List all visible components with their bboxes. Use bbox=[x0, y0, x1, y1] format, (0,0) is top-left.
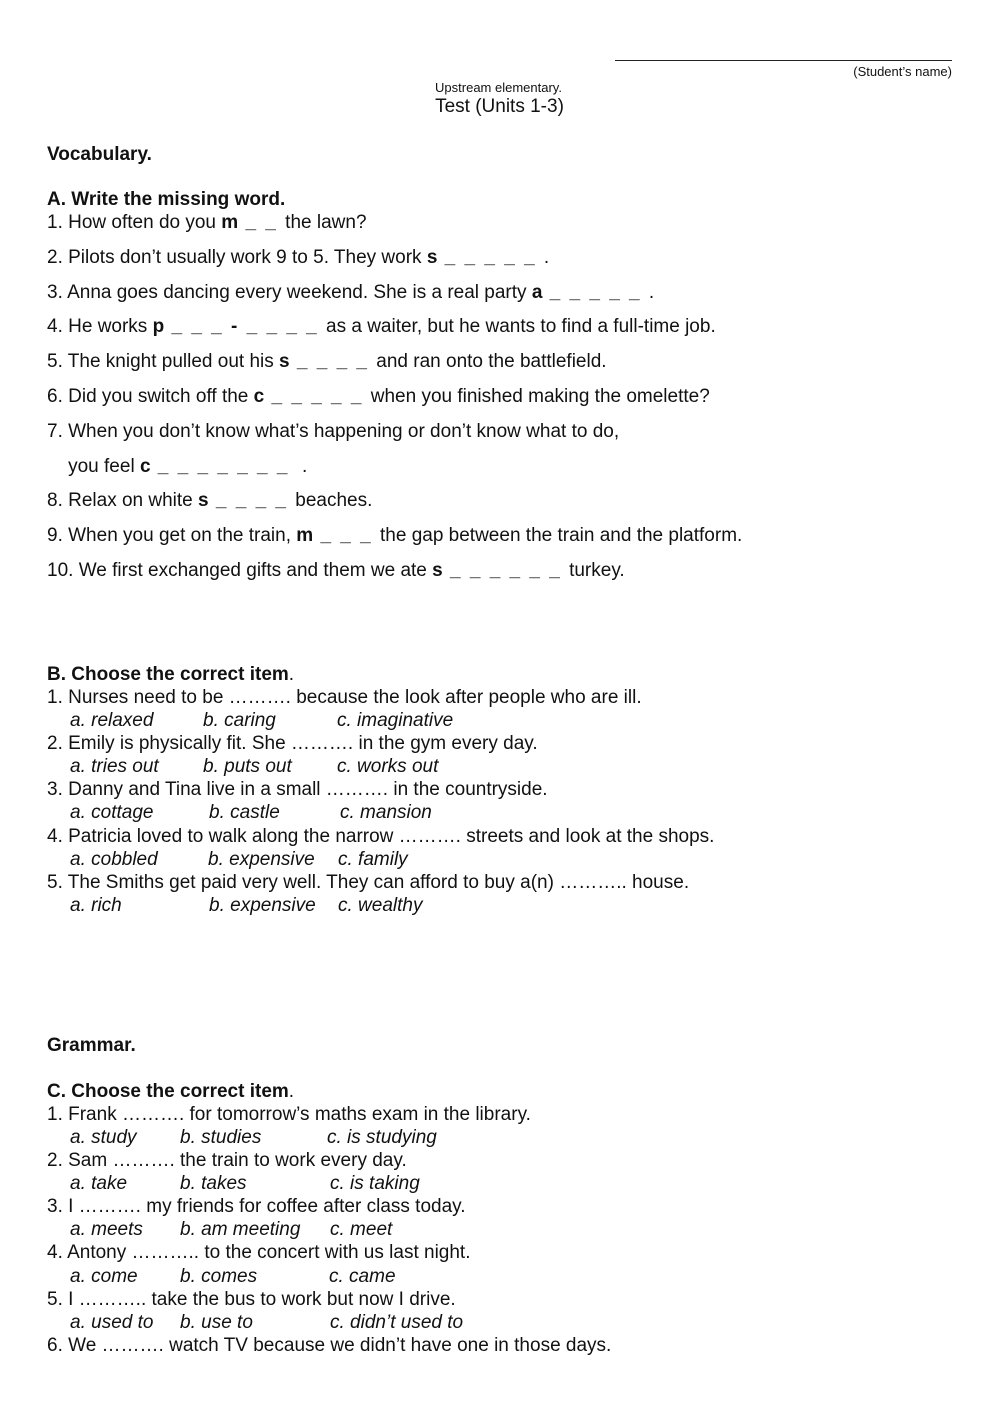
grammar-heading: Grammar. bbox=[47, 1035, 136, 1056]
answer-blank[interactable]: _ _ _ _ _ bbox=[437, 247, 544, 268]
answer-blank[interactable]: _ _ _ _ _ _ _ bbox=[150, 456, 297, 477]
option-a[interactable]: a. used to bbox=[70, 1312, 154, 1333]
option-b[interactable]: b. studies bbox=[180, 1127, 262, 1148]
vocab-a-item: 9. When you get on the train, m _ _ _ the gap between the train and the platform. bbox=[47, 525, 743, 546]
option-a[interactable]: a. rich bbox=[70, 895, 122, 916]
grammar-question: 1. Frank ………. for tomorrow’s maths exam in the library. bbox=[47, 1104, 531, 1125]
answer-blank[interactable]: _ _ _ _ _ bbox=[542, 282, 649, 303]
answer-blank[interactable]: _ _ bbox=[238, 212, 286, 233]
answer-blank[interactable]: _ _ _ _ _ bbox=[264, 386, 371, 407]
option-a[interactable]: a. cottage bbox=[70, 802, 154, 823]
option-b[interactable]: b. puts out bbox=[203, 756, 292, 777]
vocab-a-item: 6. Did you switch off the c _ _ _ _ _ when you finished making the omelette? bbox=[47, 386, 710, 407]
vocab-a-item: 2. Pilots don’t usually work 9 to 5. They work s _ _ _ _ _ . bbox=[47, 247, 550, 268]
test-title: Test (Units 1-3) bbox=[435, 96, 564, 117]
vocab-b-question: 3. Danny and Tina live in a small ………. in the countryside. bbox=[47, 779, 548, 800]
option-a[interactable]: a. come bbox=[70, 1266, 138, 1287]
vocab-a-item: 4. He works p _ _ _ - _ _ _ _ as a waiter, but he wants to find a full-time job. bbox=[47, 316, 716, 337]
vocab-a-item: 5. The knight pulled out his s _ _ _ _ and ran onto the battlefield. bbox=[47, 351, 607, 372]
option-b[interactable]: b. takes bbox=[180, 1173, 247, 1194]
option-b[interactable]: b. am meeting bbox=[180, 1219, 301, 1240]
vocab-a-item: 8. Relax on white s _ _ _ _ beaches. bbox=[47, 490, 373, 511]
section-b-title: B. Choose the correct item. bbox=[47, 664, 295, 685]
option-c[interactable]: c. is taking bbox=[330, 1173, 420, 1194]
option-a[interactable]: a. meets bbox=[70, 1219, 143, 1240]
vocabulary-heading: Vocabulary. bbox=[47, 144, 152, 165]
vocab-a-item-continued: you feel c _ _ _ _ _ _ _ . bbox=[47, 456, 308, 477]
option-b[interactable]: b. expensive bbox=[209, 895, 316, 916]
grammar-question: 5. I ……….. take the bus to work but now I drive. bbox=[47, 1289, 456, 1310]
grammar-question: 4. Antony ……….. to the concert with us last night. bbox=[47, 1242, 471, 1263]
option-c[interactable]: c. is studying bbox=[327, 1127, 437, 1148]
grammar-question: 3. I ………. my friends for coffee after class today. bbox=[47, 1196, 466, 1217]
section-c-title: C. Choose the correct item. bbox=[47, 1081, 295, 1102]
vocab-b-question: 1. Nurses need to be ………. because the look after people who are ill. bbox=[47, 687, 642, 708]
student-name-line[interactable] bbox=[615, 60, 952, 61]
answer-blank[interactable]: _ _ _ _ bbox=[289, 351, 377, 372]
grammar-question: 2. Sam ………. the train to work every day. bbox=[47, 1150, 407, 1171]
option-a[interactable]: a. cobbled bbox=[70, 849, 158, 870]
option-a[interactable]: a. take bbox=[70, 1173, 128, 1194]
option-b[interactable]: b. comes bbox=[180, 1266, 258, 1287]
option-c[interactable]: c. family bbox=[338, 849, 408, 870]
student-name-caption: (Student’s name) bbox=[853, 64, 952, 79]
answer-blank[interactable]: _ _ _ - _ _ _ _ bbox=[164, 316, 327, 337]
option-b[interactable]: b. castle bbox=[209, 802, 280, 823]
option-a[interactable]: a. tries out bbox=[70, 756, 159, 777]
option-a[interactable]: a. relaxed bbox=[70, 710, 154, 731]
option-c[interactable]: c. didn’t used to bbox=[330, 1312, 464, 1333]
vocab-a-item: 3. Anna goes dancing every weekend. She is a real party a _ _ _ _ _ . bbox=[47, 282, 655, 303]
vocab-a-item: 10. We first exchanged gifts and them we ate s _ _ _ _ _ _ turkey. bbox=[47, 560, 625, 581]
vocab-b-question: 4. Patricia loved to walk along the narrow ………. streets and look at the shops. bbox=[47, 826, 715, 847]
section-a-title: A. Write the missing word. bbox=[47, 189, 286, 210]
option-c[interactable]: c. meet bbox=[330, 1219, 393, 1240]
answer-blank[interactable]: _ _ _ _ bbox=[208, 490, 296, 511]
option-a[interactable]: a. study bbox=[70, 1127, 137, 1148]
vocab-b-question: 2. Emily is physically fit. She ………. in the gym every day. bbox=[47, 733, 538, 754]
option-b[interactable]: b. caring bbox=[203, 710, 276, 731]
option-b[interactable]: b. use to bbox=[180, 1312, 253, 1333]
answer-blank[interactable]: _ _ _ bbox=[313, 525, 380, 546]
option-c[interactable]: c. mansion bbox=[340, 802, 432, 823]
grammar-question: 6. We ………. watch TV because we didn’t have one in those days. bbox=[47, 1335, 612, 1356]
option-c[interactable]: c. works out bbox=[337, 756, 439, 777]
option-c[interactable]: c. imaginative bbox=[337, 710, 454, 731]
answer-blank[interactable]: _ _ _ _ _ _ bbox=[442, 560, 570, 581]
option-b[interactable]: b. expensive bbox=[208, 849, 315, 870]
option-c[interactable]: c. came bbox=[329, 1266, 396, 1287]
vocab-a-item: 1. How often do you m _ _ the lawn? bbox=[47, 212, 367, 233]
option-c[interactable]: c. wealthy bbox=[338, 895, 423, 916]
vocab-a-item: 7. When you don’t know what’s happening or don’t know what to do, bbox=[47, 421, 620, 442]
course-name: Upstream elementary. bbox=[435, 80, 562, 95]
vocab-b-question: 5. The Smiths get paid very well. They can afford to buy a(n) ……….. house. bbox=[47, 872, 690, 893]
